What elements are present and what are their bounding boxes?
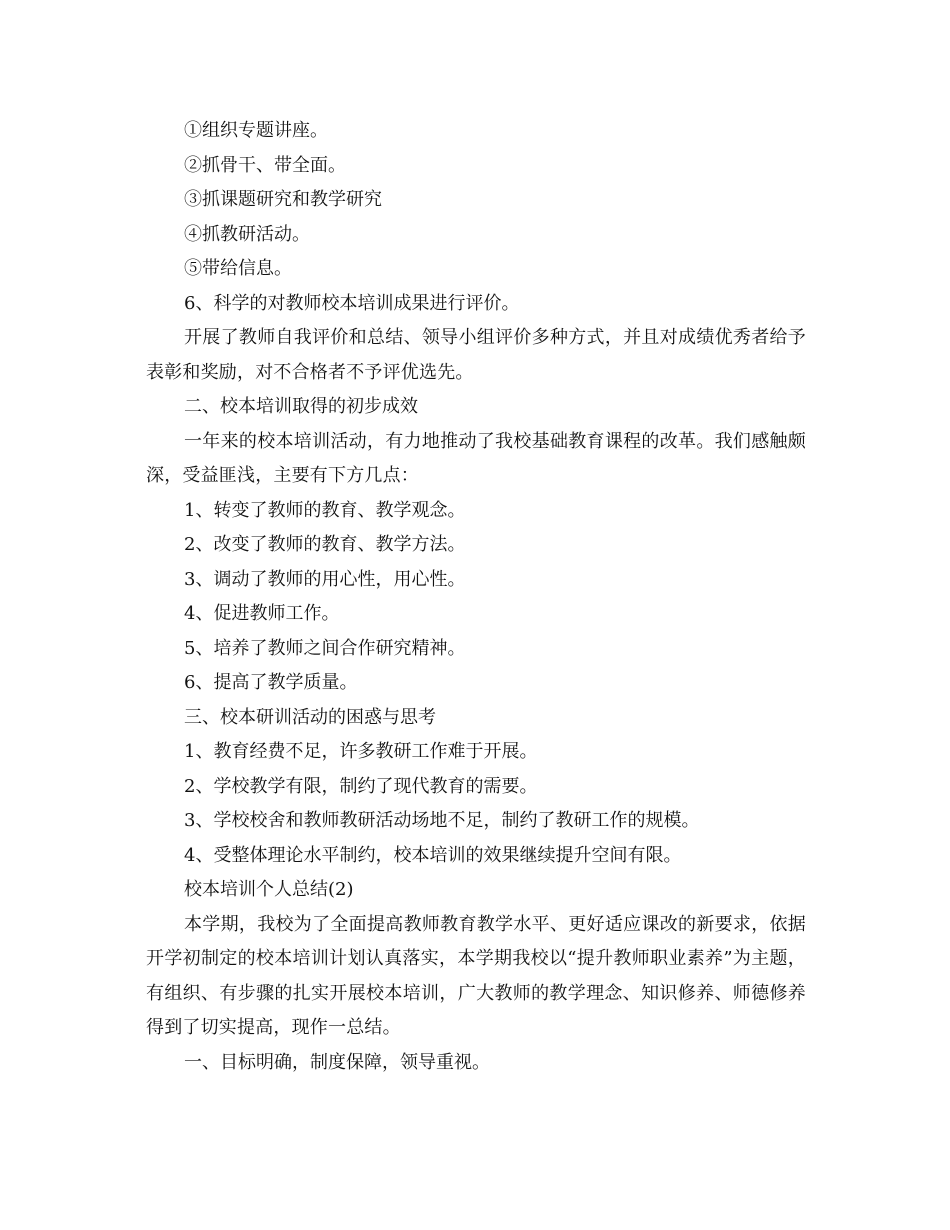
section-heading-goals: 一、目标明确，制度保障，领导重视。 — [184, 1051, 490, 1073]
list-item-challenge-4: 4、受整体理论水平制约，校本培训的效果继续提升空间有限。 — [184, 844, 682, 866]
list-item-backbone: ②抓骨干、带全面。 — [184, 154, 346, 176]
list-item-result-3: 3、调动了教师的用心性，用心性。 — [184, 568, 466, 590]
list-item-lecture: ①组织专题讲座。 — [184, 120, 328, 141]
document-subtitle: 校本培训个人总结(2) — [184, 879, 354, 900]
document-body — [146, 114, 806, 1080]
list-item-result-6: 6、提高了教学质量。 — [184, 672, 358, 693]
list-item-information: ⑤带给信息。 — [184, 258, 292, 279]
section-heading-results: 二、校本培训取得的初步成效 — [184, 396, 418, 417]
list-item-challenge-2: 2、学校教学有限，制约了现代教育的需要。 — [184, 775, 538, 797]
paragraph-results-intro: 一年来的校本培训活动，有力地推动了我校基础教育课程的改革。我们感触颇深，受益匪浅，主要有下方几点： — [146, 430, 806, 486]
paragraph-evaluation-methods: 开展了教师自我评价和总结、领导小组评价多种方式，并且对成绩优秀者给予表彰和奖励，对不合格者不予评优选先。 — [146, 327, 806, 383]
list-item-result-1: 1、转变了教师的教育、教学观念。 — [184, 499, 466, 521]
section-heading-challenges: 三、校本研训活动的困惑与思考 — [184, 706, 436, 728]
list-item-research: ③抓课题研究和教学研究 — [184, 189, 382, 210]
list-item-result-4: 4、促进教师工作。 — [184, 603, 340, 624]
list-item-challenge-1: 1、教育经费不足，许多教研工作难于开展。 — [184, 741, 538, 762]
list-item-result-2: 2、改变了教师的教育、教学方法。 — [184, 534, 466, 555]
list-item-evaluation: 6、科学的对教师校本培训成果进行评价。 — [184, 292, 520, 314]
list-item-challenge-3: 3、学校校舍和教师教研活动场地不足，制约了教研工作的规模。 — [184, 810, 700, 831]
list-item-activities: ④抓教研活动。 — [184, 223, 310, 245]
list-item-result-5: 5、培养了教师之间合作研究精神。 — [184, 637, 466, 659]
paragraph-summary-intro: 本学期，我校为了全面提高教师教育教学水平、更好适应课改的新要求，依据开学初制定的校本培训计划认真落实，本学期我校以“提升教师职业素养”为主题，有组织、有步骤的扎实开展校本培训，广大教师的教学理念、知识修养、师德修养得到了切实提高，现作一总结。 — [146, 913, 806, 1038]
